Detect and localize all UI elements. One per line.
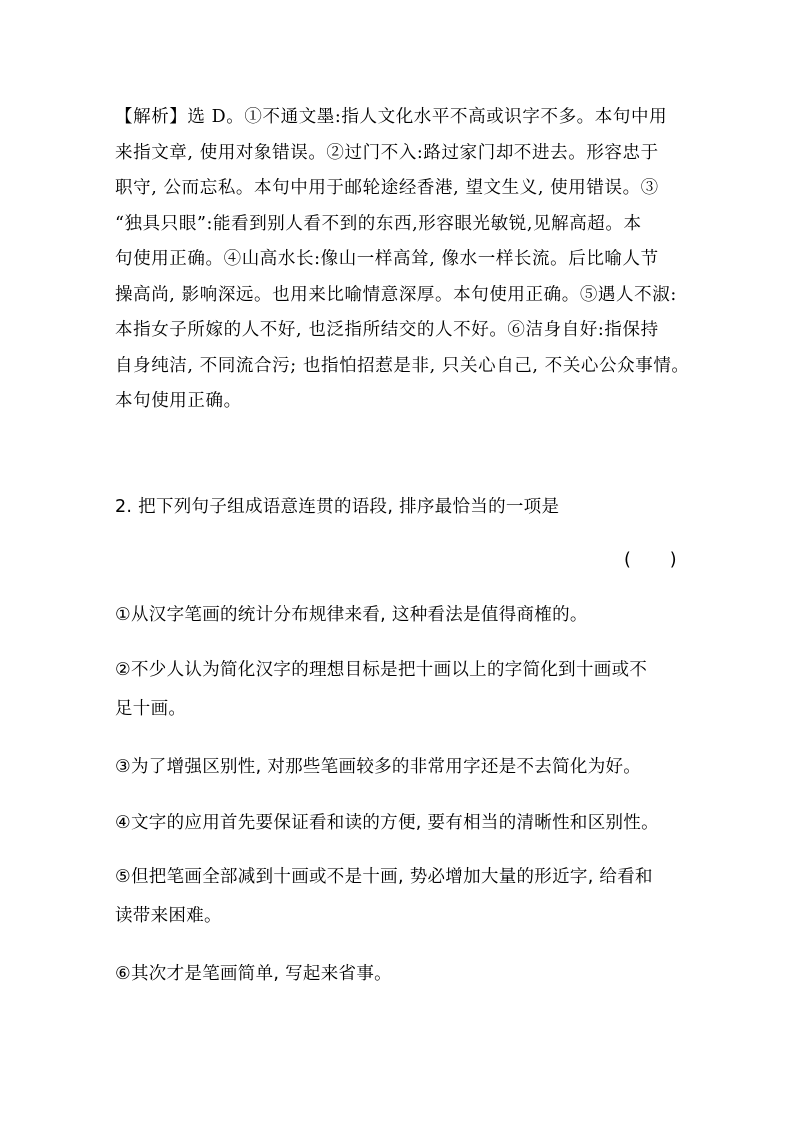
question-stem: 2. 把下列句子组成语意连贯的语段, 排序最恰当的一项是	[115, 497, 560, 517]
option-6: ⑥其次才是笔画简单, 写起来省事。	[115, 964, 392, 984]
analysis-line-9: 本句使用正确。	[115, 391, 242, 411]
analysis-paragraph	[115, 100, 690, 420]
option-2-line-2: 足十画。	[115, 699, 187, 719]
answer-parentheses: ( )	[624, 550, 677, 570]
analysis-line-7: 本指女子所嫁的人不好, 也泛指所结交的人不好。⑥洁身自好:指保持	[115, 320, 659, 340]
option-1: ①从汉字笔画的统计分布规律来看, 这种看法是值得商榷的。	[115, 605, 588, 625]
option-2-line-1: ②不少人认为简化汉字的理想目标是把十画以上的字简化到十画或不	[115, 660, 648, 680]
option-5-line-2: 读带来困难。	[115, 906, 222, 926]
analysis-line-1: 【解析】选 D。①不通文墨:指人文化水平不高或识字不多。本句中用	[115, 107, 668, 127]
analysis-line-4: “独具只眼”:能看到别人看不到的东西,形容眼光敏锐,见解高超。本	[115, 213, 642, 234]
analysis-line-8: 自身纯洁, 不同流合污; 也指怕招惹是非, 只关心自己, 不关心公众事情。	[115, 355, 690, 376]
option-4: ④文字的应用首先要保证看和读的方便, 要有相当的清晰性和区别性。	[115, 813, 659, 833]
option-3: ③为了增强区别性, 对那些笔画较多的非常用字还是不去简化为好。	[115, 757, 642, 777]
analysis-line-2: 来指文章, 使用对象错误。②过门不入:路过家门却不进去。形容忠于	[115, 142, 659, 163]
analysis-line-5: 句使用正确。④山高水长:像山一样高耸, 像水一样长流。后比喻人节	[115, 249, 659, 269]
analysis-line-3: 职守, 公而忘私。本句中用于邮轮途经香港, 望文生义, 使用错误。③	[115, 178, 659, 198]
analysis-line-6: 操高尚, 影响深远。也用来比喻情意深厚。本句使用正确。⑤遇人不淑:	[115, 284, 677, 305]
option-5-line-1: ⑤但把笔画全部减到十画或不是十画, 势必增加大量的形近字, 给看和	[115, 867, 653, 887]
